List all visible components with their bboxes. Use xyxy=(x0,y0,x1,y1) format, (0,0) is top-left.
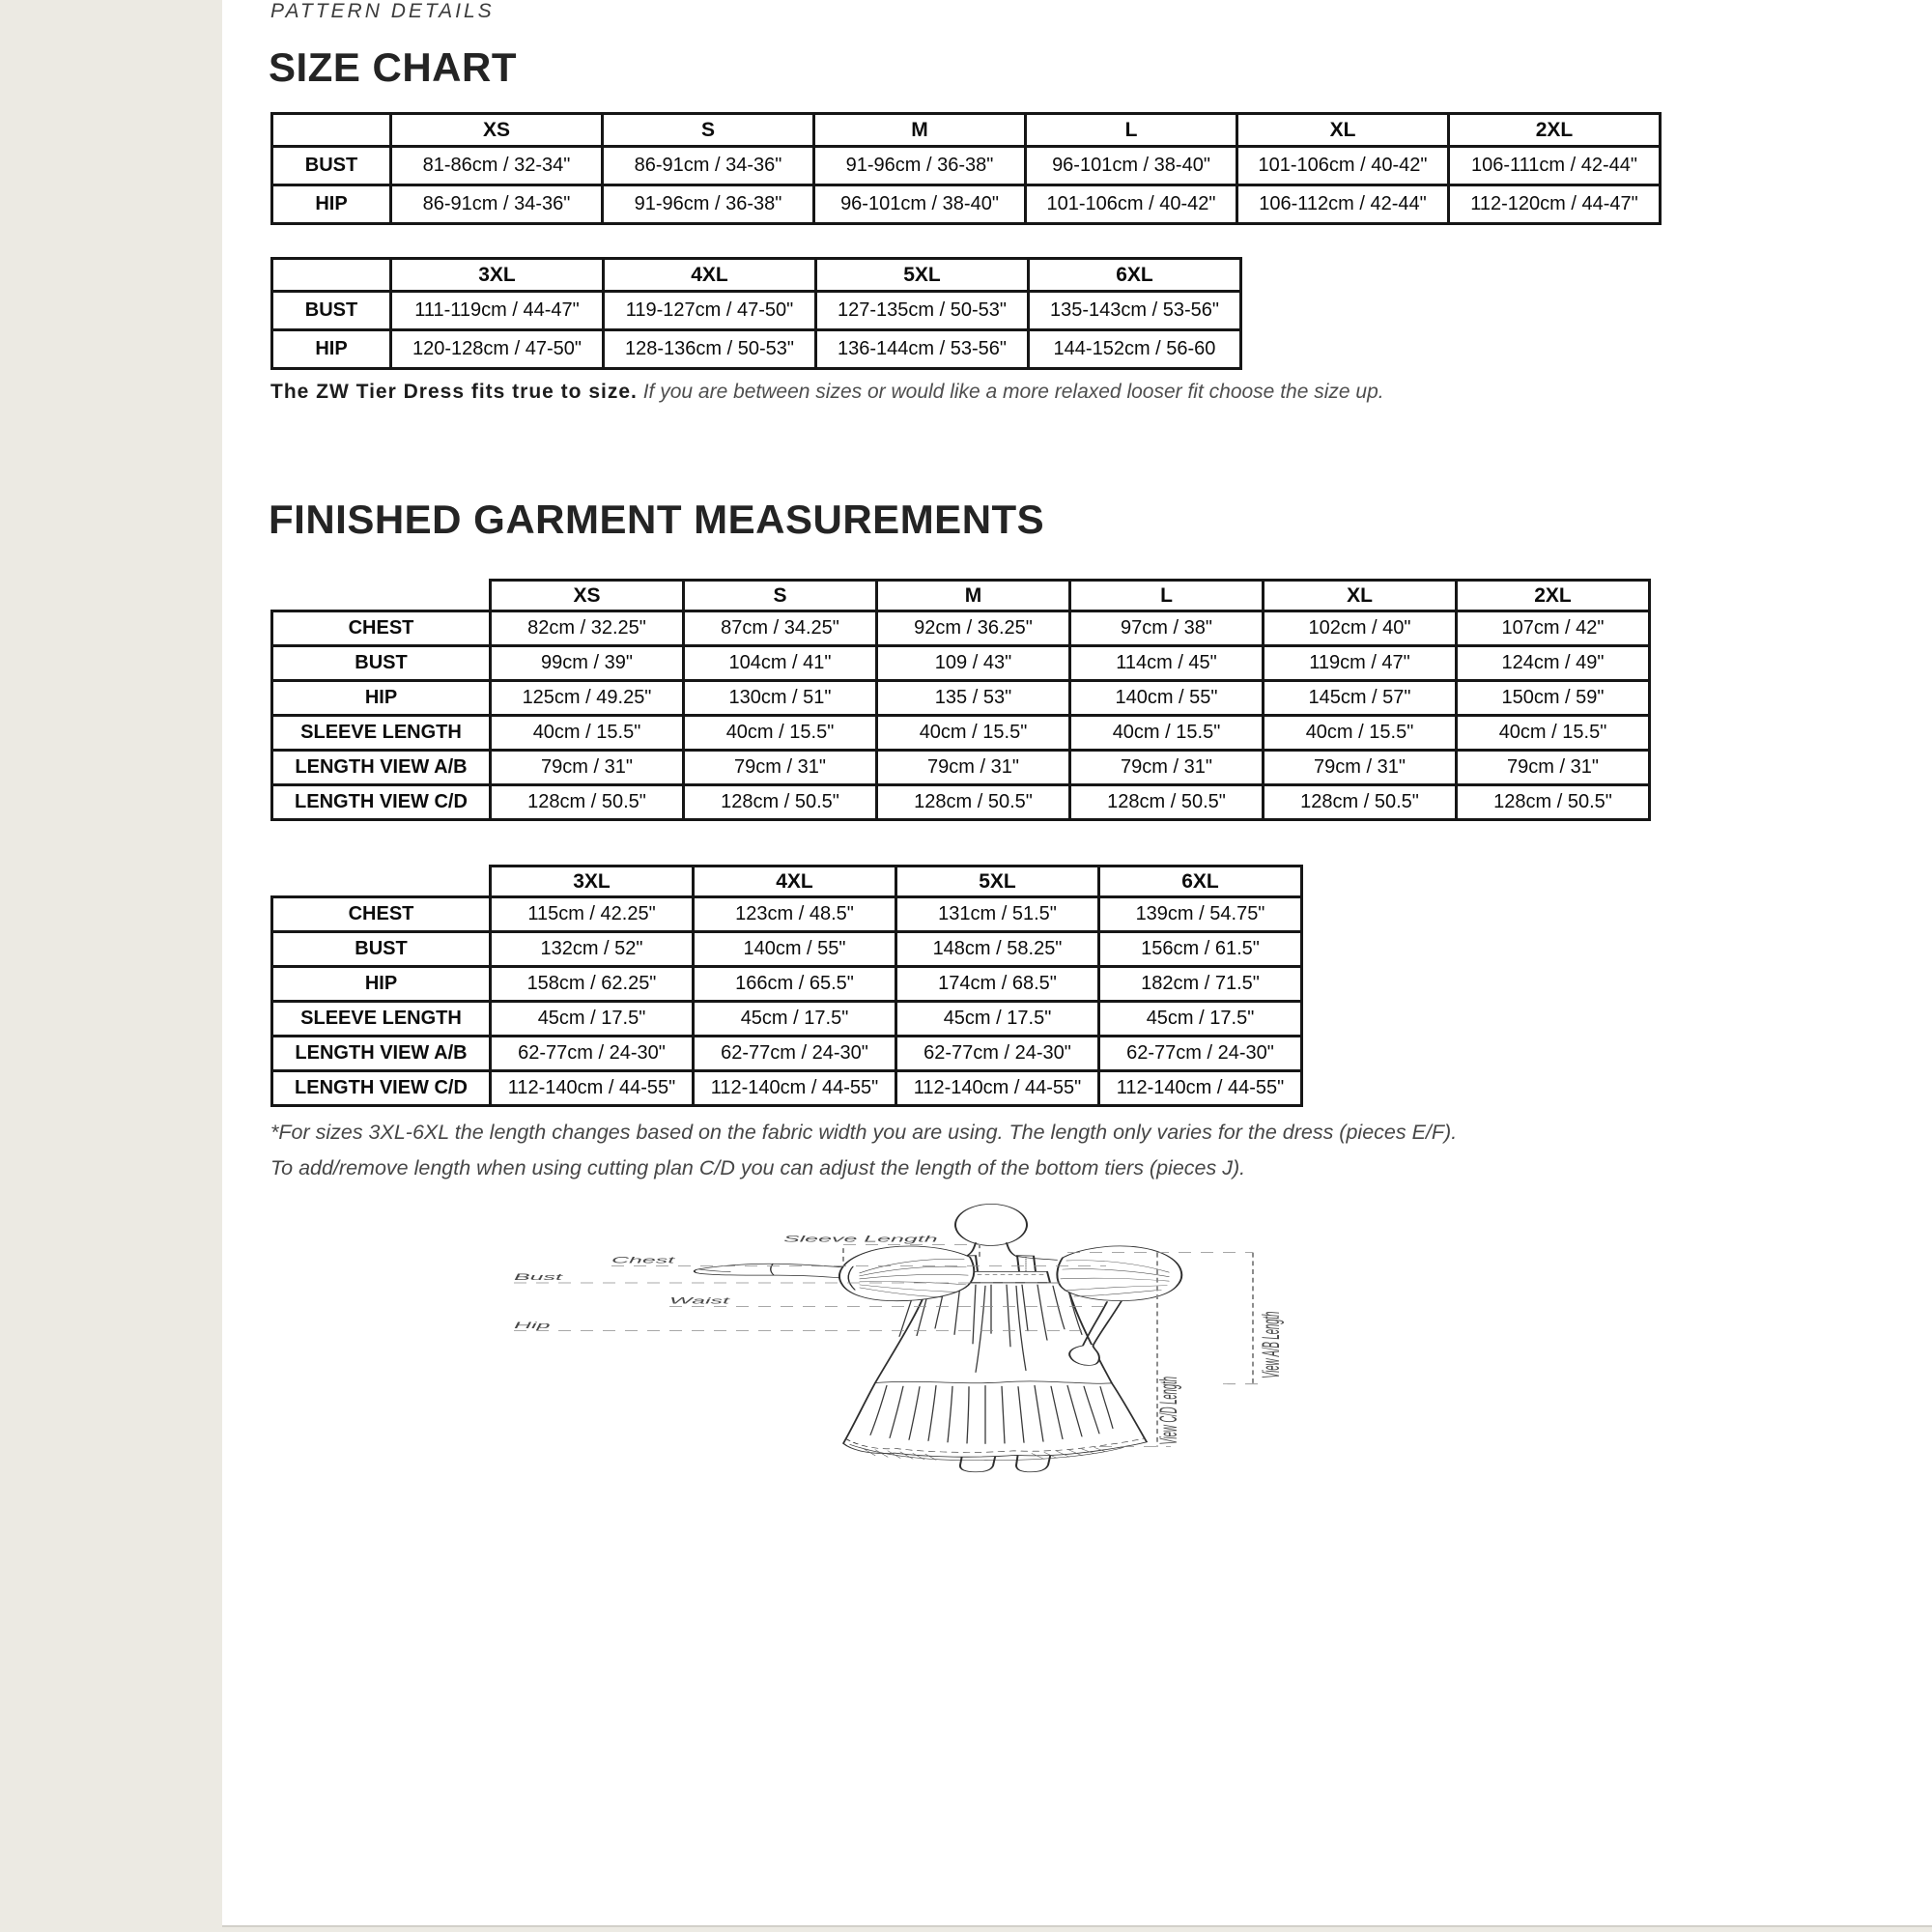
dress-skirt xyxy=(843,1283,1147,1461)
table-row xyxy=(272,1071,1302,1106)
measurement-cell: 140cm / 55" xyxy=(1070,681,1264,716)
row-label: BUST xyxy=(272,292,391,330)
measurement-cell: 79cm / 31" xyxy=(491,751,684,785)
size-column-header: L xyxy=(1070,581,1264,611)
size-chart-table-core xyxy=(270,112,1662,225)
size-column-header: M xyxy=(877,581,1070,611)
row-label: HIP xyxy=(272,185,391,224)
size-column-header: 2XL xyxy=(1449,114,1661,147)
measurement-cell: 101-106cm / 40-42" xyxy=(1026,185,1237,224)
row-label: CHEST xyxy=(272,611,491,646)
label-sleeve-length: Sleeve Length xyxy=(783,1234,938,1244)
measurement-cell: 148cm / 58.25" xyxy=(896,932,1099,967)
size-column-header: XS xyxy=(391,114,603,147)
measurement-cell: 136-144cm / 53-56" xyxy=(816,330,1029,369)
row-label: LENGTH VIEW C/D xyxy=(272,785,491,820)
measurement-cell: 112-140cm / 44-55" xyxy=(896,1071,1099,1106)
size-column-header: XS xyxy=(491,581,684,611)
length-footnote xyxy=(270,1115,1719,1186)
measurement-cell: 124cm / 49" xyxy=(1457,646,1650,681)
size-column-header: 4XL xyxy=(604,259,816,292)
measurement-cell: 91-96cm / 36-38" xyxy=(603,185,814,224)
measurement-cell: 150cm / 59" xyxy=(1457,681,1650,716)
measurement-cell: 62-77cm / 24-30" xyxy=(896,1037,1099,1071)
measurement-cell: 106-111cm / 42-44" xyxy=(1449,147,1661,185)
measurement-cell: 111-119cm / 44-47" xyxy=(391,292,604,330)
measurement-cell: 131cm / 51.5" xyxy=(896,897,1099,932)
measurement-cell: 120-128cm / 47-50" xyxy=(391,330,604,369)
measurement-cell: 130cm / 51" xyxy=(684,681,877,716)
measurement-cell: 166cm / 65.5" xyxy=(694,967,896,1002)
table-row xyxy=(272,611,1650,646)
measurement-cell: 112-140cm / 44-55" xyxy=(491,1071,694,1106)
measurement-cell: 145cm / 57" xyxy=(1264,681,1457,716)
measurement-cell: 128cm / 50.5" xyxy=(1264,785,1457,820)
size-column-header: 6XL xyxy=(1099,867,1302,897)
corner-cell xyxy=(272,259,391,292)
measurement-cell: 86-91cm / 34-36" xyxy=(391,185,603,224)
right-puff-sleeve xyxy=(1057,1246,1181,1301)
table-row xyxy=(272,932,1302,967)
measurement-cell: 91-96cm / 36-38" xyxy=(814,147,1026,185)
measurement-cell: 40cm / 15.5" xyxy=(684,716,877,751)
footnote-line-1: *For sizes 3XL-6XL the length changes based on the fabric width you are using. The length only varies for the dress (pieces E/F). xyxy=(270,1121,1458,1144)
label-view-ab-length: View A/B Length xyxy=(1258,1311,1286,1378)
measurement-cell: 128cm / 50.5" xyxy=(1070,785,1264,820)
header-row xyxy=(272,259,1241,292)
measurement-cell: 115cm / 42.25" xyxy=(491,897,694,932)
measurement-cell: 102cm / 40" xyxy=(1264,611,1457,646)
table-row xyxy=(272,147,1661,185)
row-label: HIP xyxy=(272,681,491,716)
row-label: BUST xyxy=(272,646,491,681)
table-row xyxy=(272,1002,1302,1037)
measurement-cell: 128cm / 50.5" xyxy=(684,785,877,820)
header-row xyxy=(272,114,1661,147)
measurement-cell: 139cm / 54.75" xyxy=(1099,897,1302,932)
table-row xyxy=(272,716,1650,751)
header-row xyxy=(272,581,1650,611)
measurement-cell: 92cm / 36.25" xyxy=(877,611,1070,646)
measurement-cell: 128cm / 50.5" xyxy=(1457,785,1650,820)
measurement-cell: 62-77cm / 24-30" xyxy=(694,1037,896,1071)
table-row xyxy=(272,185,1661,224)
measurement-cell: 87cm / 34.25" xyxy=(684,611,877,646)
size-column-header: 3XL xyxy=(491,867,694,897)
measurement-cell: 79cm / 31" xyxy=(1457,751,1650,785)
size-column-header: S xyxy=(603,114,814,147)
size-column-header: 6XL xyxy=(1029,259,1241,292)
finished-table-extended xyxy=(270,865,1303,1107)
size-column-header: 2XL xyxy=(1457,581,1650,611)
measurement-cell: 144-152cm / 56-60 xyxy=(1029,330,1241,369)
measurement-cell: 156cm / 61.5" xyxy=(1099,932,1302,967)
measurement-cell: 40cm / 15.5" xyxy=(1070,716,1264,751)
table-row xyxy=(272,897,1302,932)
size-column-header: 4XL xyxy=(694,867,896,897)
measurement-cell: 81-86cm / 32-34" xyxy=(391,147,603,185)
measurement-cell: 40cm / 15.5" xyxy=(877,716,1070,751)
row-label: BUST xyxy=(272,932,491,967)
measurement-cell: 99cm / 39" xyxy=(491,646,684,681)
measurement-cell: 96-101cm / 38-40" xyxy=(1026,147,1237,185)
measurement-cell: 104cm / 41" xyxy=(684,646,877,681)
measurement-cell: 40cm / 15.5" xyxy=(1264,716,1457,751)
table-row xyxy=(272,292,1241,330)
table-row xyxy=(272,785,1650,820)
label-view-cd-length: View C/D Length xyxy=(1155,1376,1183,1445)
label-waist: Waist xyxy=(668,1295,729,1307)
measurement-cell: 182cm / 71.5" xyxy=(1099,967,1302,1002)
measurement-cell: 86-91cm / 34-36" xyxy=(603,147,814,185)
measurement-cell: 45cm / 17.5" xyxy=(896,1002,1099,1037)
size-column-header: XL xyxy=(1264,581,1457,611)
measurement-cell: 62-77cm / 24-30" xyxy=(491,1037,694,1071)
measurement-cell: 125cm / 49.25" xyxy=(491,681,684,716)
label-chest: Chest xyxy=(611,1255,675,1266)
size-column-header: 5XL xyxy=(896,867,1099,897)
table-row xyxy=(272,751,1650,785)
document-page xyxy=(222,0,1932,1927)
size-chart-title: SIZE CHART xyxy=(269,44,517,90)
measurement-cell: 128cm / 50.5" xyxy=(877,785,1070,820)
measurement-cell: 101-106cm / 40-42" xyxy=(1237,147,1449,185)
size-column-header: XL xyxy=(1237,114,1449,147)
finished-table-core xyxy=(270,579,1651,821)
measurement-cell: 127-135cm / 50-53" xyxy=(816,292,1029,330)
measurement-cell: 132cm / 52" xyxy=(491,932,694,967)
size-column-header: L xyxy=(1026,114,1237,147)
corner-cell xyxy=(272,581,491,611)
table-row xyxy=(272,330,1241,369)
measurement-cell: 79cm / 31" xyxy=(1264,751,1457,785)
size-column-header: 5XL xyxy=(816,259,1029,292)
measurement-cell: 140cm / 55" xyxy=(694,932,896,967)
fit-note xyxy=(270,381,1739,404)
measurement-cell: 79cm / 31" xyxy=(1070,751,1264,785)
row-label: HIP xyxy=(272,330,391,369)
measurement-cell: 123cm / 48.5" xyxy=(694,897,896,932)
measurement-cell: 158cm / 62.25" xyxy=(491,967,694,1002)
breadcrumb: PATTERN DETAILS xyxy=(270,0,495,22)
measurement-cell: 40cm / 15.5" xyxy=(491,716,684,751)
size-column-header: M xyxy=(814,114,1026,147)
fit-note-italic: If you are between sizes or would like a more relaxed looser fit choose the size up. xyxy=(637,381,1384,403)
measurement-cell: 62-77cm / 24-30" xyxy=(1099,1037,1302,1071)
finished-measurements-title: FINISHED GARMENT MEASUREMENTS xyxy=(269,497,1045,542)
row-label: HIP xyxy=(272,967,491,1002)
measurement-cell: 112-140cm / 44-55" xyxy=(694,1071,896,1106)
measurement-cell: 119cm / 47" xyxy=(1264,646,1457,681)
row-label: CHEST xyxy=(272,897,491,932)
measurement-cell: 174cm / 68.5" xyxy=(896,967,1099,1002)
row-label: LENGTH VIEW A/B xyxy=(272,751,491,785)
measurement-cell: 79cm / 31" xyxy=(877,751,1070,785)
table-row xyxy=(272,1037,1302,1071)
measurement-cell: 45cm / 17.5" xyxy=(694,1002,896,1037)
size-column-header: 3XL xyxy=(391,259,604,292)
table-row xyxy=(272,646,1650,681)
measurement-cell: 45cm / 17.5" xyxy=(1099,1002,1302,1037)
measurement-cell: 112-140cm / 44-55" xyxy=(1099,1071,1302,1106)
size-chart-table-extended xyxy=(270,257,1242,370)
measurement-cell: 82cm / 32.25" xyxy=(491,611,684,646)
row-label: LENGTH VIEW C/D xyxy=(272,1071,491,1106)
measurement-cell: 107cm / 42" xyxy=(1457,611,1650,646)
measurement-cell: 128cm / 50.5" xyxy=(491,785,684,820)
measurement-cell: 45cm / 17.5" xyxy=(491,1002,694,1037)
dress-diagram xyxy=(435,1198,1372,1925)
measurement-cell: 40cm / 15.5" xyxy=(1457,716,1650,751)
header-row xyxy=(272,867,1302,897)
measurement-cell: 106-112cm / 42-44" xyxy=(1237,185,1449,224)
measurement-cell: 135-143cm / 53-56" xyxy=(1029,292,1241,330)
corner-cell xyxy=(272,867,491,897)
measurement-cell: 114cm / 45" xyxy=(1070,646,1264,681)
left-puff-sleeve xyxy=(839,1246,974,1301)
measurement-cell: 96-101cm / 38-40" xyxy=(814,185,1026,224)
measurement-cell: 79cm / 31" xyxy=(684,751,877,785)
measurement-cell: 112-120cm / 44-47" xyxy=(1449,185,1661,224)
row-label: LENGTH VIEW A/B xyxy=(272,1037,491,1071)
footnote-line-2: To add/remove length when using cutting plan C/D you can adjust the length of the bottom tiers (pieces J). xyxy=(270,1156,1246,1179)
measurement-cell: 97cm / 38" xyxy=(1070,611,1264,646)
row-label: BUST xyxy=(272,147,391,185)
row-label: SLEEVE LENGTH xyxy=(272,1002,491,1037)
size-column-header: S xyxy=(684,581,877,611)
fit-note-bold: The ZW Tier Dress fits true to size. xyxy=(270,381,638,403)
table-row xyxy=(272,681,1650,716)
measurement-cell: 119-127cm / 47-50" xyxy=(604,292,816,330)
row-label: SLEEVE LENGTH xyxy=(272,716,491,751)
corner-cell xyxy=(272,114,391,147)
table-row xyxy=(272,967,1302,1002)
measurement-cell: 135 / 53" xyxy=(877,681,1070,716)
measurement-cell: 128-136cm / 50-53" xyxy=(604,330,816,369)
label-bust: Bust xyxy=(514,1272,562,1283)
label-hip: Hip xyxy=(514,1320,551,1331)
measurement-cell: 109 / 43" xyxy=(877,646,1070,681)
